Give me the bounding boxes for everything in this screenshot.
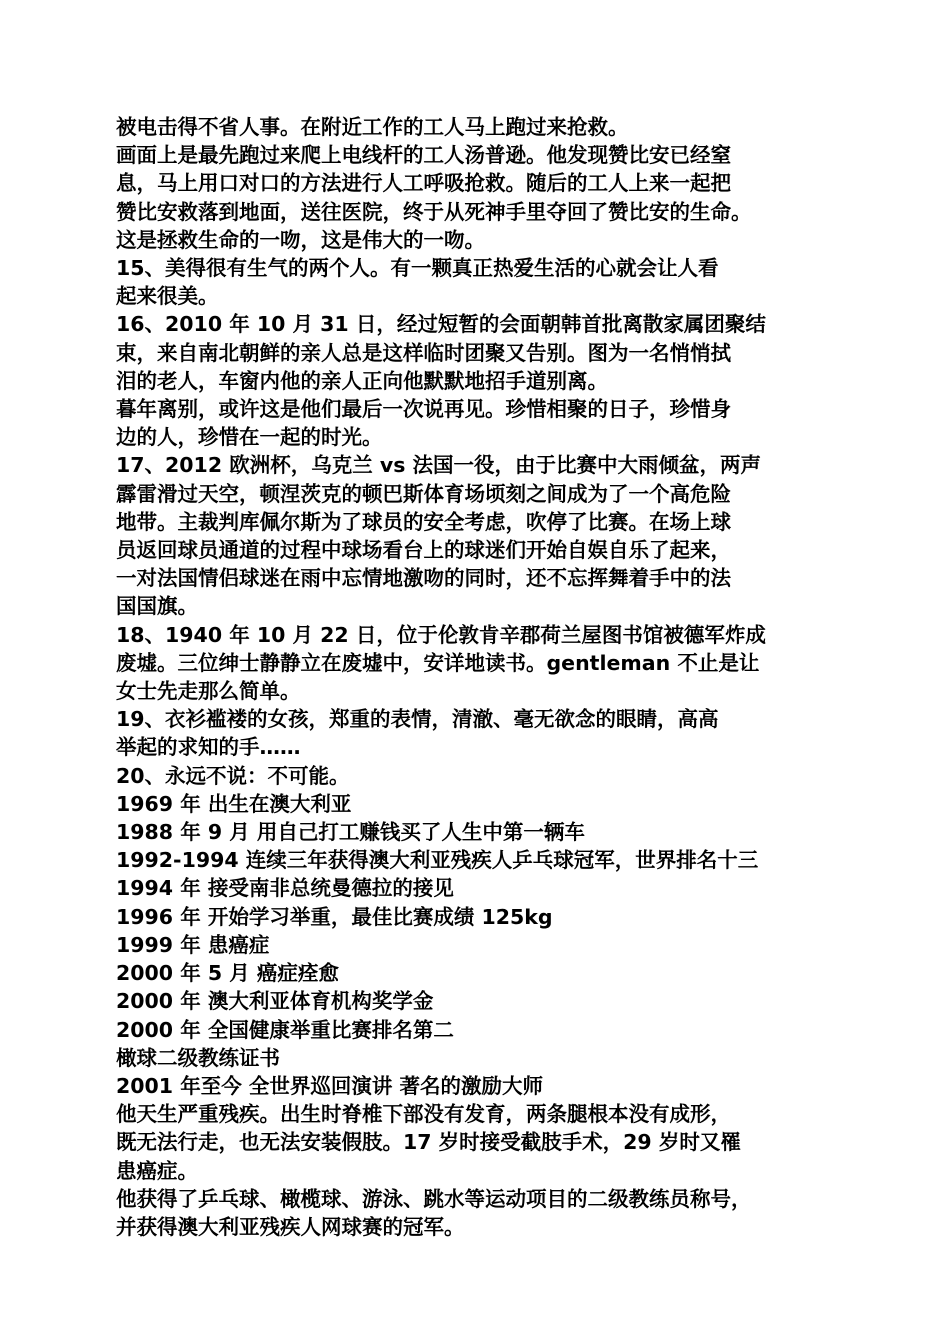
text-line: 18、1940 年 10 月 22 日，位于伦敦肯辛郡荷兰屋图书馆被德军炸成 (116, 622, 766, 647)
text-line: 地带。主裁判库佩尔斯为了球员的安全考虑，吹停了比赛。在场上球 (116, 509, 731, 534)
text-line: 1996 年 开始学习举重，最佳比赛成绩 125kg (116, 904, 553, 929)
text-line: 起来很美。 (116, 284, 219, 309)
text-line: 被电击得不省人事。在附近工作的工人马上跑过来抢救。 (116, 115, 629, 139)
text-line: 息，马上用口对口的方法进行人工呼吸抢救。随后的工人上来一起把 (116, 171, 731, 196)
text-line: 15、美得很有生气的两个人。有一颗真正热爱生活的心就会让人看 (116, 256, 719, 281)
document-body (116, 113, 856, 1241)
text-line: 17、2012 欧洲杯，乌克兰 vs 法国一役，由于比赛中大雨倾盆，两声 (116, 453, 762, 478)
text-line: 女士先走那么简单。 (116, 679, 301, 704)
text-line: 既无法行走，也无法安装假肢。17 岁时接受截肢手术，29 岁时又罹 (116, 1130, 741, 1155)
text-line: 暮年离别，或许这是他们最后一次说再见。珍惜相聚的日子，珍惜身 (116, 397, 731, 422)
text-line: 员返回球员通道的过程中球场看台上的球迷们开始自娱自乐了起来， (116, 538, 731, 563)
text-line: 并获得澳大利亚残疾人网球赛的冠军。 (116, 1214, 465, 1239)
text-line: 他天生严重残疾。出生时脊椎下部没有发育，两条腿根本没有成形， (116, 1102, 731, 1127)
text-line: 赞比安救落到地面，送往医院，终于从死神手里夺回了赞比安的生命。 (116, 199, 752, 224)
text-line: 橄球二级教练证书 (116, 1045, 280, 1070)
text-line: 19、衣衫褴褛的女孩，郑重的表情，清澈、毫无欲念的眼睛，高高 (116, 707, 719, 732)
text-line: 举起的求知的手…… (116, 735, 301, 760)
text-line: 16、2010 年 10 月 31 日，经过短暂的会面朝韩首批离散家属团聚结 (116, 312, 766, 337)
text-line: 1999 年 患癌症 (116, 932, 270, 957)
text-line: 2000 年 5 月 癌症痊愈 (116, 961, 339, 986)
text-line: 20、永远不说：不可能。 (116, 763, 350, 788)
text-line: 一对法国情侣球迷在雨中忘情地激吻的同时，还不忘挥舞着手中的法 (116, 566, 731, 591)
text-line: 边的人，珍惜在一起的时光。 (116, 425, 383, 450)
text-line: 2000 年 全国健康举重比赛排名第二 (116, 1017, 454, 1042)
text-line: 国国旗。 (116, 594, 198, 619)
text-line: 2000 年 澳大利亚体育机构奖学金 (116, 989, 434, 1014)
text-line: 1992-1994 连续三年获得澳大利亚残疾人乒乓球冠军，世界排名十三 (116, 848, 759, 873)
text-line: 1969 年 出生在澳大利亚 (116, 791, 352, 816)
text-line: 废墟。三位绅士静静立在废墟中，安详地读书。gentleman 不止是让 (116, 650, 760, 675)
text-line: 他获得了乒乓球、橄榄球、游泳、跳水等运动项目的二级教练员称号， (116, 1186, 752, 1211)
text-line: 泪的老人，车窗内他的亲人正向他默默地招手道别离。 (116, 368, 608, 393)
text-line: 画面上是最先跑过来爬上电线杆的工人汤普逊。他发现赞比安已经窒 (116, 143, 731, 168)
text-line: 1994 年 接受南非总统曼德拉的接见 (116, 876, 454, 901)
text-line: 患癌症。 (116, 1158, 198, 1183)
text-line: 束，来自南北朝鲜的亲人总是这样临时团聚又告别。图为一名悄悄拭 (116, 340, 731, 365)
text-line: 2001 年至今 全世界巡回演讲 著名的激励大师 (116, 1073, 543, 1098)
text-line: 霹雷滑过天空，顿涅茨克的顿巴斯体育场顷刻之间成为了一个高危险 (116, 481, 731, 506)
text-line: 这是拯救生命的一吻，这是伟大的一吻。 (116, 227, 485, 252)
text-line: 1988 年 9 月 用自己打工赚钱买了人生中第一辆车 (116, 820, 585, 845)
